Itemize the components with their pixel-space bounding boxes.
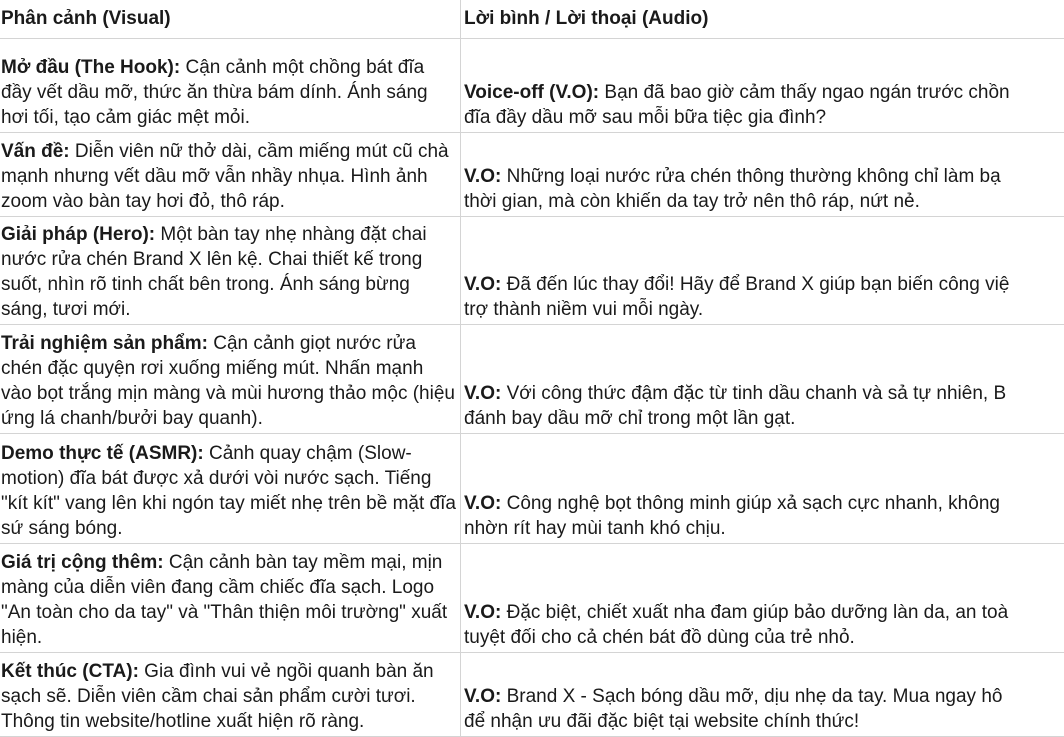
voice-text: Brand X - Sạch bóng dầu mỡ, dịu nhẹ da tay. Mua ngay hô <box>501 686 1002 707</box>
scene-description: Cận cảnh giọt nước rửa chén đặc quyện rơi xuống miếng mút. Nhấn mạnh vào bọt trắng mịn màng và mùi hương thảo mộc (hiệu ứng lá chanh/bưởi bay quanh). <box>1 333 455 429</box>
visual-cell[interactable] <box>0 133 461 217</box>
scene-description: Cận cảnh một chồng bát đĩa đầy vết dầu mỡ, thức ăn thừa bám dính. Ánh sáng hơi tối, tạo cảm giác mệt mỏi. <box>1 57 428 128</box>
scene-label: Demo thực tế (ASMR): <box>1 443 204 464</box>
audio-line: đánh bay dầu mỡ chỉ trong một lần gạt. <box>464 406 1064 431</box>
audio-line <box>464 491 1064 516</box>
voice-text: Bạn đã bao giờ cảm thấy ngao ngán trước chồn <box>599 82 1010 103</box>
header-visual[interactable]: Phân cảnh (Visual) <box>0 0 461 39</box>
audio-line: trợ thành niềm vui mỗi ngày. <box>464 297 1064 322</box>
voice-label: V.O: <box>464 493 501 514</box>
audio-line <box>464 684 1064 709</box>
visual-cell[interactable] <box>0 325 461 434</box>
voice-label: V.O: <box>464 383 501 404</box>
scene-label: Giá trị cộng thêm: <box>1 552 164 573</box>
voice-label: V.O: <box>464 602 501 623</box>
voice-text: Đặc biệt, chiết xuất nha đam giúp bảo dưỡng làn da, an toà <box>501 602 1008 623</box>
voice-label: V.O: <box>464 686 501 707</box>
scene-label: Kết thúc (CTA): <box>1 661 139 682</box>
scene-label: Mở đầu (The Hook): <box>1 57 180 78</box>
audio-line <box>464 164 1064 189</box>
visual-cell[interactable] <box>0 39 461 133</box>
header-audio[interactable]: Lời bình / Lời thoại (Audio) <box>461 0 1064 39</box>
audio-line: nhờn rít hay mùi tanh khó chịu. <box>464 516 1064 541</box>
visual-cell[interactable] <box>0 434 461 544</box>
table-row <box>0 39 1064 133</box>
scene-label: Vấn đề: <box>1 141 70 162</box>
audio-line <box>464 381 1064 406</box>
audio-cell[interactable] <box>461 133 1064 217</box>
audio-line: tuyệt đối cho cả chén bát đồ dùng của trẻ nhỏ. <box>464 625 1064 650</box>
table-row <box>0 434 1064 544</box>
scene-description: Cận cảnh bàn tay mềm mại, mịn màng của diễn viên đang cầm chiếc đĩa sạch. Logo "An toàn cho da tay" và "Thân thiện môi trường" xuất hiện. <box>1 552 447 648</box>
audio-cell[interactable] <box>461 217 1064 325</box>
audio-cell[interactable] <box>461 544 1064 653</box>
scene-label: Giải pháp (Hero): <box>1 224 155 245</box>
audio-cell[interactable] <box>461 325 1064 434</box>
audio-cell[interactable] <box>461 39 1064 133</box>
scene-label: Trải nghiệm sản phẩm: <box>1 333 208 354</box>
audio-line: thời gian, mà còn khiến da tay trở nên thô ráp, nứt nẻ. <box>464 189 1064 214</box>
header-row <box>0 0 1064 39</box>
scene-description: Một bàn tay nhẹ nhàng đặt chai nước rửa chén Brand X lên kệ. Chai thiết kế trong suốt, nhìn rõ tinh chất bên trong. Ánh sáng bừng sáng, tươi mới. <box>1 224 427 320</box>
table-row <box>0 325 1064 434</box>
voice-label: V.O: <box>464 274 501 295</box>
audio-line: để nhận ưu đãi đặc biệt tại website chính thức! <box>464 709 1064 734</box>
visual-cell[interactable] <box>0 217 461 325</box>
table-row <box>0 217 1064 325</box>
voice-text: Với công thức đậm đặc từ tinh dầu chanh và sả tự nhiên, B <box>501 383 1006 404</box>
voice-text: Công nghệ bọt thông minh giúp xả sạch cực nhanh, không <box>501 493 1000 514</box>
voice-label: V.O: <box>464 166 501 187</box>
voice-label: Voice-off (V.O): <box>464 82 599 103</box>
scene-description: Diễn viên nữ thở dài, cầm miếng mút cũ chà mạnh nhưng vết dầu mỡ vẫn nhầy nhụa. Hình ảnh zoom vào bàn tay hơi đỏ, thô ráp. <box>1 141 449 212</box>
voice-text: Những loại nước rửa chén thông thường không chỉ làm bạ <box>501 166 1000 187</box>
audio-cell[interactable] <box>461 434 1064 544</box>
table-row <box>0 133 1064 217</box>
audio-line <box>464 80 1064 105</box>
table-row <box>0 544 1064 653</box>
voice-text: Đã đến lúc thay đổi! Hãy để Brand X giúp bạn biến công việ <box>501 274 1009 295</box>
audio-line <box>464 272 1064 297</box>
scene-description: Gia đình vui vẻ ngồi quanh bàn ăn sạch sẽ. Diễn viên cầm chai sản phẩm cười tươi. Thông tin website/hotline xuất hiện rõ ràng. <box>1 661 434 732</box>
audio-line <box>464 600 1064 625</box>
visual-cell[interactable] <box>0 544 461 653</box>
scene-description: Cảnh quay chậm (Slow-motion) đĩa bát được xả dưới vòi nước sạch. Tiếng "kít kít" vang lên khi ngón tay miết nhẹ trên bề mặt đĩa sứ sáng bóng. <box>1 443 456 539</box>
audio-line: đĩa đầy dầu mỡ sau mỗi bữa tiệc gia đình? <box>464 105 1064 130</box>
